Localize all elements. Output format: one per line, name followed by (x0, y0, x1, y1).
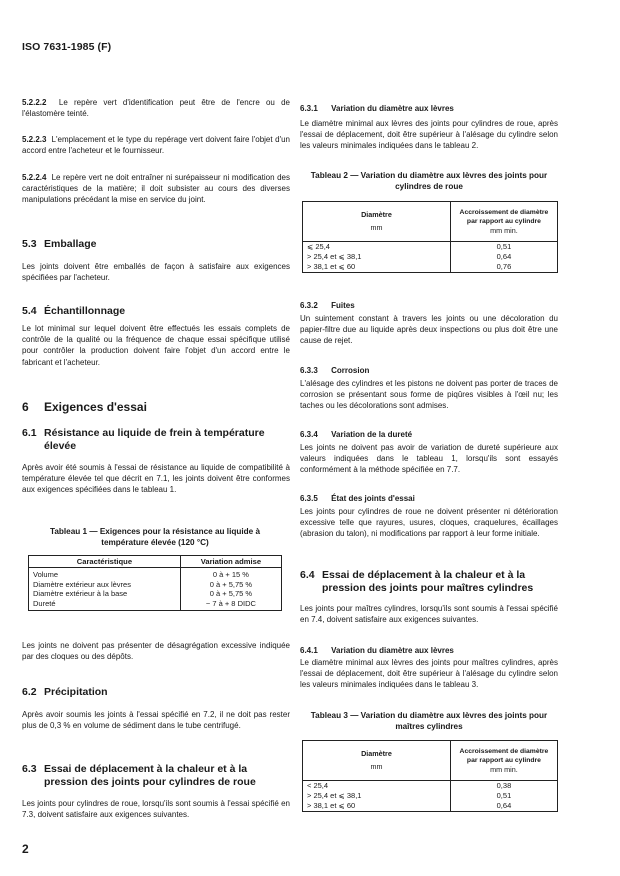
table-header-unit: mm (370, 223, 383, 232)
table-1-caption: Tableau 1 — Exigences pour la résistance au liquide à température élevée (120 °C) (49, 527, 261, 547)
table-row: < 25,4 0,38 (303, 781, 558, 792)
subsection-6-3-2-text: Un suintement constant à travers les joints ou une décoloration du papier-filtre due au liquide après deux inspections ou plus doit être une cause de rejet. (300, 314, 558, 346)
table-header: Accroissement de diamètre par rapport au cylindre (459, 208, 549, 226)
table-header-unit: mm min. (490, 764, 518, 774)
table-1 (28, 555, 282, 611)
table-row: > 25,4 et ⩽ 38,1 0,51 (303, 791, 558, 801)
table-row: Volume 0 à + 15 % (29, 568, 282, 580)
subsection-6-3-3-heading: 6.3.3 Corrosion (300, 366, 370, 375)
subsection-6-3-2-heading: 6.3.2 Fuites (300, 301, 355, 310)
page-number: 2 (22, 842, 29, 856)
section-6-4-heading: 6.4 Essai de déplacement à la chaleur et à la pression des joints pour maîtres cylindres (300, 569, 534, 594)
clause-text: Le repère vert ne doit entraîner ni surépaisseur ni modification des caractéristiques de la matière; il doit subsister au cours des diverses manipulations précédant la mise en service du joint. (22, 173, 290, 205)
clause-text: L'emplacement et le type du repérage vert doivent faire l'objet d'un accord entre l'acheteur et le fournisseur. (22, 135, 290, 156)
section-5-4-heading: 5.4 Échantillonnage (22, 305, 126, 317)
after-table-1-text: Les joints ne doivent pas présenter de désagrégation excessive indiquée par des cloques ou des dépôts. (22, 641, 290, 662)
table-header: Variation admise (180, 556, 281, 568)
table-3 (302, 740, 558, 812)
subsection-6-4-1-text: Le diamètre minimal aux lèvres des joints pour maîtres cylindres, après l'essai de déplacement, doit être supérieur à l'alésage du cylindre selon les valeurs minimales indiquées dans le tableau 3. (300, 658, 558, 690)
table-row: Diamètre extérieur à la base 0 à + 5,75 % (29, 589, 282, 599)
clause-5-2-2-2: 5.2.2.2 Le repère vert d'identification peut être de l'encre ou de l'élastomère teinté. (22, 98, 290, 119)
section-6-3-heading: 6.3 Essai de déplacement à la chaleur et à la pression des joints pour cylindres de roue (22, 763, 256, 788)
table-row: > 25,4 et ⩽ 38,1 0,64 (303, 252, 558, 262)
clause-5-2-2-4: 5.2.2.4 Le repère vert ne doit entraîner ni surépaisseur ni modification des caractéristiques de la matière; il doit subsister au cours des diverses manipulations précédant la mise en service du joint. (22, 173, 290, 205)
subsection-6-3-5-heading: 6.3.5 État des joints d'essai (300, 494, 415, 503)
section-5-3-heading: 5.3 Emballage (22, 238, 97, 250)
section-5-4-text: Le lot minimal sur lequel doivent être effectués les essais complets de contrôle de la qualité ou la fréquence de chaque essai spécifique utilisé pour contrôler la production doivent faire l'objet d'un accord entre le fabricant et l'acheteur. (22, 324, 290, 367)
section-6-1-heading: 6.1 Résistance au liquide de frein à température élevée (22, 427, 265, 452)
table-row: Dureté − 7 à + 8 DIDC (29, 599, 282, 611)
clause-text: Le repère vert d'identification peut être de l'encre ou de l'élastomère teinté. (22, 98, 290, 119)
subsection-6-3-4-heading: 6.3.4 Variation de la dureté (300, 430, 413, 439)
table-2-caption: Tableau 2 — Variation du diamètre aux lèvres des joints pour cylindres de roue (310, 171, 548, 191)
table-row: ⩽ 25,4 0,51 (303, 242, 558, 253)
table-header-unit: mm min. (490, 225, 518, 235)
subsection-6-3-5-text: Les joints pour cylindres de roue ne doivent présenter ni détérioration excessive telle que rayures, usures, cloques, craquelures, écaillages (abrasion du talon), ni modifications par rapport à leur forme initiale. (300, 507, 558, 539)
subsection-6-3-1-text: Le diamètre minimal aux lèvres des joints pour cylindres de roue, après l'essai de déplacement, doit être supérieur à l'alésage du cylindre selon les valeurs minimales indiquées dans le tableau 2. (300, 119, 558, 151)
clause-5-2-2-3: 5.2.2.3 L'emplacement et le type du repérage vert doivent faire l'objet d'un accord entre l'acheteur et le fournisseur. (22, 135, 290, 156)
table-3-caption: Tableau 3 — Variation du diamètre aux lèvres des joints pour maîtres cylindres (310, 711, 548, 731)
section-6-heading: 6 Exigences d'essai (22, 400, 147, 414)
table-header: Caractéristique (29, 556, 181, 568)
section-6-4-text: Les joints pour maîtres cylindres, lorsqu'ils sont soumis à l'essai spécifié en 7.4, doivent satisfaire aux exigences suivantes. (300, 604, 558, 625)
table-header: Accroissement de diamètre par rapport au cylindre (459, 747, 549, 765)
section-6-3-text: Les joints pour cylindres de roue, lorsqu'ils sont soumis à l'essai spécifié en 7.3, doivent satisfaire aux exigences suivantes. (22, 799, 290, 820)
table-header-unit: mm (370, 762, 383, 771)
section-6-1-text: Après avoir été soumis à l'essai de résistance au liquide de compatibilité à température élevée tel que décrit en 7.1, les joints doivent être conformes aux exigences spécifiées dans le tableau 1. (22, 463, 290, 495)
table-row: > 38,1 et ⩽ 60 0,76 (303, 262, 558, 273)
table-row: Diamètre extérieur aux lèvres 0 à + 5,75 % (29, 580, 282, 590)
table-header: Diamètre (361, 209, 392, 219)
subsection-6-3-3-text: L'alésage des cylindres et les pistons ne doivent pas porter de traces de corrosion se présentant sous forme de piqûres visibles à l'œil nu; les taches ou les décolorations sont admises. (300, 379, 558, 411)
table-header: Diamètre (361, 748, 392, 758)
section-5-3-text: Les joints doivent être emballés de façon à satisfaire aux exigences spécifiées par l'acheteur. (22, 262, 290, 283)
section-6-2-heading: 6.2 Précipitation (22, 686, 108, 698)
subsection-6-4-1-heading: 6.4.1 Variation du diamètre aux lèvres (300, 646, 454, 655)
table-2 (302, 201, 558, 273)
section-6-2-text: Après avoir soumis les joints à l'essai spécifié en 7.2, il ne doit pas rester plus de 0,3 % en volume de sédiment dans le tube centrifugé. (22, 710, 290, 731)
document-header: ISO 7631-1985 (F) (22, 41, 112, 53)
table-row: > 38,1 et ⩽ 60 0,64 (303, 801, 558, 812)
subsection-6-3-4-text: Les joints ne doivent pas avoir de variation de dureté supérieure aux valeurs indiquées dans le tableau 1, lorsqu'ils sont essayés conformément à la méthode spécifiée en 7.7. (300, 443, 558, 475)
subsection-6-3-1-heading: 6.3.1 Variation du diamètre aux lèvres (300, 104, 454, 113)
